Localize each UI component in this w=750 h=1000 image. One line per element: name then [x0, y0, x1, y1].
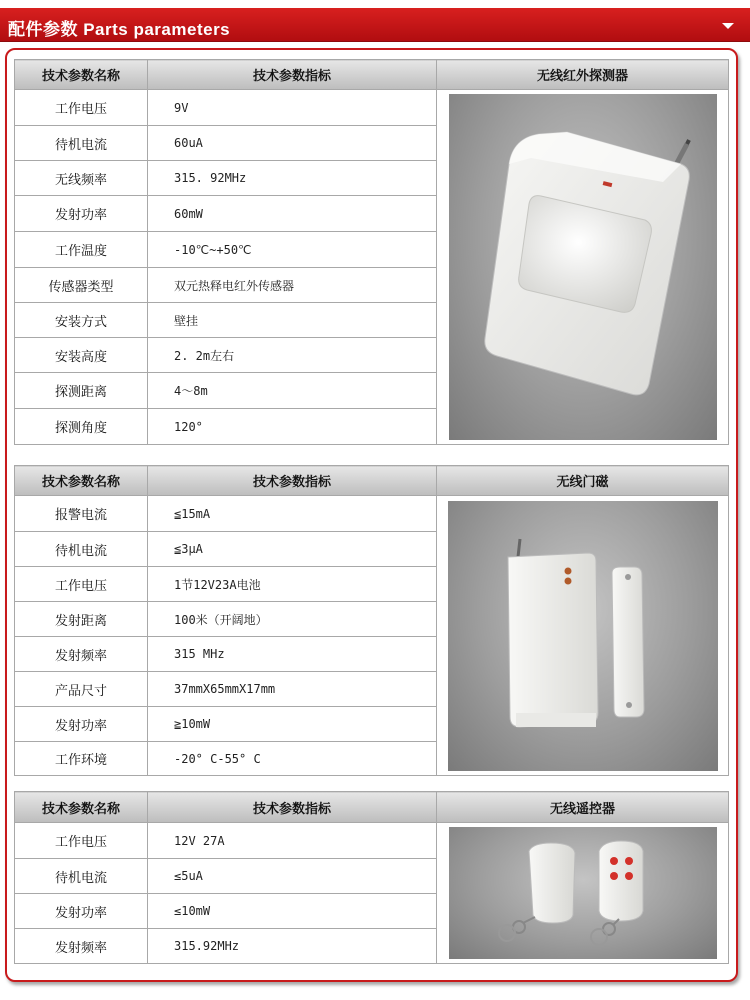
- column-header-value: 技术参数指标: [148, 60, 437, 90]
- param-name: 发射频率: [15, 637, 148, 672]
- param-value: -10℃~+50℃: [148, 232, 437, 268]
- param-name: 工作电压: [15, 823, 148, 859]
- param-name: 发射功率: [15, 707, 148, 742]
- table-row: [15, 823, 729, 859]
- param-value: 9V: [148, 90, 437, 126]
- param-name: 安装高度: [15, 338, 148, 373]
- product-photo-cell: [437, 90, 729, 445]
- column-header-name: 技术参数名称: [15, 60, 148, 90]
- param-name: 待机电流: [15, 532, 148, 567]
- param-name: 工作环境: [15, 742, 148, 776]
- remote-control-spec-table: [14, 791, 729, 964]
- param-value: 100米（开阔地）: [148, 602, 437, 637]
- table-row: [15, 90, 729, 126]
- param-value: 1节12V23A电池: [148, 567, 437, 602]
- column-header-name: 技术参数名称: [15, 792, 148, 823]
- param-name: 发射功率: [15, 196, 148, 232]
- param-name: 探测角度: [15, 409, 148, 445]
- column-header-product: 无线遥控器: [437, 792, 729, 823]
- column-header-value: 技术参数指标: [148, 466, 437, 496]
- param-name: 工作电压: [15, 90, 148, 126]
- param-value: ≤5uA: [148, 859, 437, 894]
- param-name: 发射频率: [15, 929, 148, 964]
- param-name: 无线频率: [15, 161, 148, 196]
- param-name: 发射功率: [15, 894, 148, 929]
- param-name: 发射距离: [15, 602, 148, 637]
- door-contact-image: [448, 501, 718, 771]
- param-value: 315. 92MHz: [148, 161, 437, 196]
- column-header-product: 无线门磁: [437, 466, 729, 496]
- param-value: ≧10mW: [148, 707, 437, 742]
- param-value: 37mmX65mmX17mm: [148, 672, 437, 707]
- param-value: 2. 2m左右: [148, 338, 437, 373]
- param-value: 315 MHz: [148, 637, 437, 672]
- param-name: 待机电流: [15, 859, 148, 894]
- table-header-row: [15, 792, 729, 823]
- param-value: 壁挂: [148, 303, 437, 338]
- param-name: 探测距离: [15, 373, 148, 409]
- param-value: -20° C-55° C: [148, 742, 437, 776]
- product-photo-cell: [437, 823, 729, 964]
- param-value: ≤10mW: [148, 894, 437, 929]
- param-value: 12V 27A: [148, 823, 437, 859]
- section-header: [0, 8, 750, 42]
- product-photo-cell: [437, 496, 729, 776]
- param-name: 产品尺寸: [15, 672, 148, 707]
- pir-detector-image: [449, 94, 717, 440]
- door-contact-spec-table: [14, 465, 729, 776]
- table-header-row: [15, 60, 729, 90]
- param-name: 报警电流: [15, 496, 148, 532]
- param-name: 传感器类型: [15, 268, 148, 303]
- table-row: [15, 496, 729, 532]
- param-name: 工作温度: [15, 232, 148, 268]
- param-value: ≦3μA: [148, 532, 437, 567]
- param-value: 315.92MHz: [148, 929, 437, 964]
- column-header-product: 无线红外探测器: [437, 60, 729, 90]
- param-value: 双元热释电红外传感器: [148, 268, 437, 303]
- param-value: 60mW: [148, 196, 437, 232]
- pir-detector-spec-table: [14, 59, 729, 445]
- param-name: 工作电压: [15, 567, 148, 602]
- table-header-row: [15, 466, 729, 496]
- page-title: 配件参数 Parts parameters: [8, 20, 231, 39]
- param-name: 安装方式: [15, 303, 148, 338]
- chevron-down-icon[interactable]: [722, 23, 734, 29]
- remote-control-image: [449, 827, 717, 959]
- column-header-name: 技术参数名称: [15, 466, 148, 496]
- column-header-value: 技术参数指标: [148, 792, 437, 823]
- param-value: 60uA: [148, 126, 437, 161]
- param-value: 120°: [148, 409, 437, 445]
- param-value: 4～8m: [148, 373, 437, 409]
- param-name: 待机电流: [15, 126, 148, 161]
- param-value: ≦15mA: [148, 496, 437, 532]
